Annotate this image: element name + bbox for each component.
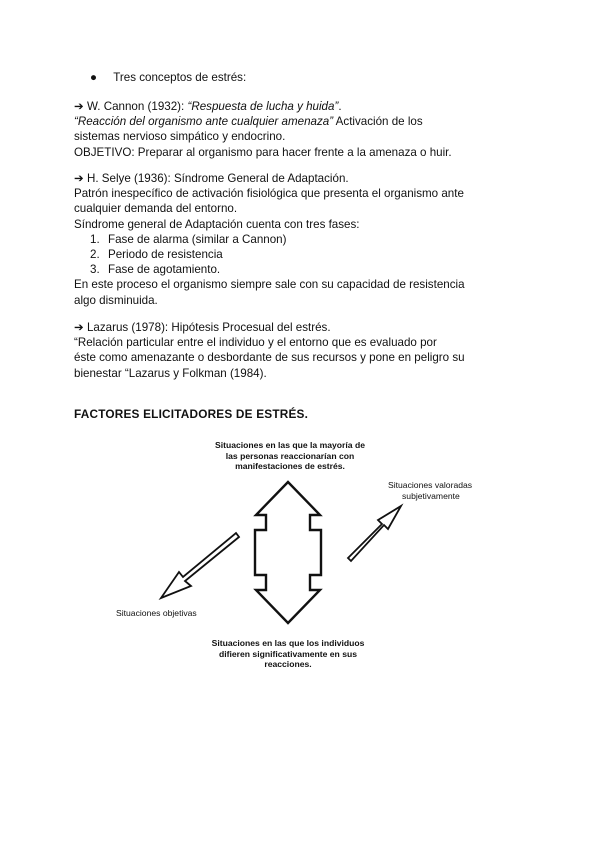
selye-line-5: algo disminuida.: [74, 293, 158, 307]
selye-line-3: Síndrome general de Adaptación cuenta con tres fases:: [74, 217, 360, 231]
cannon-line-2: [74, 114, 454, 129]
bottom-label-line: Situaciones en las que los individuos: [211, 638, 365, 648]
list-item: [74, 262, 454, 277]
lazarus-section: [74, 320, 465, 381]
phases-list: [74, 232, 454, 278]
cannon-quote: “Respuesta de lucha y huida”: [187, 100, 339, 113]
right-arrow-icon: ➔: [74, 100, 84, 113]
right-arrow-icon: ➔: [74, 321, 84, 334]
list-number: 1.: [90, 232, 100, 246]
top-label: [208, 440, 372, 472]
bottom-label-line: difieren significativamente en sus: [218, 648, 358, 659]
cannon-definition-rest: Activación de los: [333, 115, 423, 129]
down-left-arrow-shape: [161, 533, 239, 598]
list-item: [74, 232, 454, 247]
list-text: Periodo de resistencia: [108, 248, 223, 262]
bullet-item: [90, 71, 246, 84]
top-label-line: Situaciones en las que la mayoría de: [215, 440, 365, 450]
lazarus-line-2: éste como amenazante o desbordante de sus recursos y pone en peligro su: [74, 351, 465, 365]
bullet-text: Tres conceptos de estrés:: [113, 71, 247, 84]
right-label-line: Situaciones valoradas: [388, 480, 473, 490]
list-text: Fase de alarma (similar a Cannon): [108, 232, 287, 246]
bottom-label-line: reacciones.: [264, 659, 312, 669]
list-number: 3.: [90, 263, 100, 277]
right-arrow-icon: ➔: [74, 172, 84, 185]
bullet-dot-icon: ●: [90, 71, 98, 84]
selye-section: [74, 171, 465, 308]
selye-title: [74, 171, 454, 186]
selye-line-1: Patrón inespecífico de activación fisiológica que presenta el organismo ante: [74, 187, 464, 201]
cannon-author: W. Cannon (1932):: [86, 100, 188, 113]
lazarus-title-text: Lazarus (1978): Hipótesis Procesual del estrés.: [86, 321, 331, 334]
top-label-line: las personas reaccionarían con: [225, 450, 355, 461]
list-number: 2.: [90, 248, 100, 262]
selye-line-2: cualquier demanda del entorno.: [74, 202, 238, 216]
cannon-quote-end: .: [338, 100, 342, 113]
selye-line-4: En este proceso el organismo siempre sale con su capacidad de resistencia: [74, 278, 465, 292]
selye-title-text: H. Selye (1936): Síndrome General de Adaptación.: [86, 172, 349, 185]
left-label: Situaciones objetivas: [116, 608, 197, 618]
bottom-label: [206, 638, 370, 670]
cannon-line-3: sistemas nervioso simpático y endocrino.: [74, 130, 286, 144]
right-label-line: subjetivamente: [402, 490, 460, 501]
lazarus-line-1: “Relación particular entre el individuo y el entorno que es evaluado por: [74, 336, 437, 350]
central-cross-arrow-shape: [255, 482, 321, 623]
stress-factors-diagram: [100, 430, 520, 690]
up-right-arrow-shape: [348, 506, 401, 561]
right-label: [388, 480, 488, 501]
list-text: Fase de agotamiento.: [108, 263, 221, 277]
cannon-definition-italic: “Reacción del organismo ante cualquier amenaza”: [74, 115, 334, 129]
list-item: [74, 247, 454, 262]
top-label-line: manifestaciones de estrés.: [235, 461, 345, 471]
lazarus-line-3: bienestar “Lazarus y Folkman (1984).: [74, 366, 267, 380]
cannon-title: [74, 99, 454, 114]
cannon-section: [74, 99, 454, 160]
cannon-objective: OBJETIVO: Preparar al organismo para hacer frente a la amenaza o huir.: [74, 145, 452, 159]
section-heading: FACTORES ELICITADORES DE ESTRÉS.: [74, 407, 309, 421]
lazarus-title: [74, 320, 454, 335]
